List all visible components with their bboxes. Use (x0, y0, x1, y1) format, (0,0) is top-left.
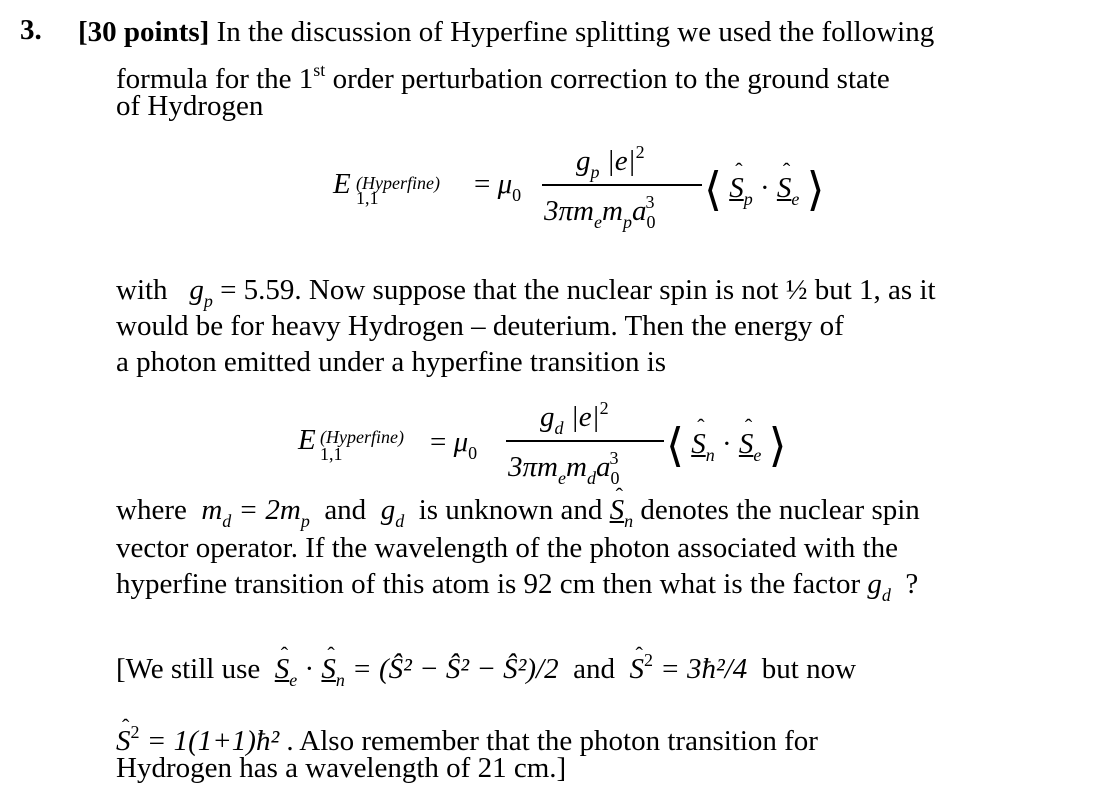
eq1-e-abs: |e| (606, 145, 636, 177)
eq1-dot: · (759, 172, 770, 204)
identity-expr: = (Ŝ² − Ŝ² − Ŝ²)/2 (352, 653, 559, 685)
q-g-sub: d (881, 585, 891, 605)
eq2-bracket-close: ⟩ (768, 418, 787, 472)
eq1-den-a-sub: 0 (646, 212, 656, 232)
ordinal-sup: st (313, 60, 326, 80)
id-S-n: ˆ S (321, 651, 336, 687)
eq2-sub: 1,1 (320, 444, 343, 464)
but-now-text: but now (761, 653, 857, 685)
sn2-expr: = 1(1+1)ħ² (146, 725, 280, 757)
eq1-e-sup: 2 (635, 142, 645, 162)
eq1-denominator (544, 192, 654, 233)
eq1-mu-sub: 0 (512, 185, 522, 205)
last-line: Hydrogen has a wavelength of 21 cm.] (116, 752, 567, 784)
eq1-equals (474, 168, 521, 206)
eq1-lhs (333, 168, 351, 201)
intro-text-2b: order perturbation correction to the ground state (332, 63, 890, 95)
sn2-S: ˆ S (116, 723, 131, 759)
Sn-symbol: ˆ S (610, 492, 625, 528)
denotes-text: denotes the nuclear spin (640, 494, 920, 526)
eq1-sup-text: (Hyperfine) (356, 173, 440, 193)
eq2-sup-text: (Hyperfine) (320, 427, 404, 447)
eq1-eq-sign: = (474, 168, 491, 200)
eq2-equals (430, 426, 477, 464)
eq2-mu: μ (453, 426, 469, 458)
eq1-den-e: e (593, 212, 602, 232)
eq2-den-3pim: 3πm (508, 451, 558, 483)
eq2-lhs (298, 424, 316, 457)
eq2-mu-sub: 0 (468, 443, 478, 463)
eq1-S-e: ˆ S (777, 172, 792, 205)
eq1-den-a: a (631, 195, 647, 227)
intro-line-3: of Hydrogen (116, 90, 264, 122)
and-word-2: and (573, 653, 615, 685)
intro-line-1 (78, 14, 934, 50)
problem-number: 3. (20, 14, 42, 46)
eq2-S-n: ˆ S (691, 428, 706, 461)
id-S-n-sub: n (335, 670, 345, 690)
eq2-g: g (540, 401, 555, 433)
and-word: and (324, 494, 367, 526)
eq1-den-m: m (601, 195, 623, 227)
eq2-den-m: m (565, 451, 587, 483)
eq1-numerator (576, 142, 645, 183)
still-use-text: [We still use (116, 653, 261, 685)
gp-sub: p (203, 291, 213, 311)
remember-text: . Also remember that the photon transition for (286, 725, 818, 757)
eq2-den-d: d (586, 468, 596, 488)
eq2-expectation (666, 418, 787, 472)
where-word: where (116, 494, 187, 526)
gp-value: = 5.59 (220, 274, 295, 306)
line-5: would be for heavy Hydrogen – deuterium. Then the energy of (116, 310, 844, 342)
line-9-text: hyperfine transition of this atom is 92 cm then what is the factor (116, 568, 861, 600)
eq1-den-p: p (622, 212, 632, 232)
eq1-S-e-sub: e (791, 189, 800, 209)
intro-text-2a: formula for the 1 (116, 63, 314, 95)
id-S-e-sub: e (289, 670, 298, 690)
Sn-sub: n (624, 511, 634, 531)
gd-text: is unknown and (418, 494, 603, 526)
md-eq-sub: p (300, 511, 310, 531)
gd-sub: d (395, 511, 405, 531)
eq2-E: E (298, 424, 316, 456)
still-use-line (116, 642, 856, 698)
sn2-sup: 2 (130, 722, 140, 742)
eq1-E: E (333, 168, 351, 200)
eq1-S-p-sub: p (743, 189, 753, 209)
eq2-numerator (540, 398, 609, 439)
eq2-den-a: a (595, 451, 611, 483)
md-sub: d (222, 511, 232, 531)
line-6: a photon emitted under a hyperfine transition is (116, 346, 667, 378)
eq2-S-e-sub: e (753, 445, 762, 465)
after-gp-text: . Now suppose that the nuclear spin is not ½ but 1, as it (294, 274, 936, 306)
intro-text-1: In the discussion of Hyperfine splitting we used the following (216, 16, 935, 48)
eq1-g-sub: p (590, 162, 600, 182)
eq1-den-3pim: 3πm (544, 195, 594, 227)
eq2-e-abs: |e| (570, 401, 600, 433)
se2-sup: 2 (643, 650, 653, 670)
eq2-denominator (508, 448, 618, 489)
id-dot: · (304, 653, 315, 685)
eq2-fraction-bar (506, 440, 664, 442)
eq1-sub: 1,1 (356, 188, 379, 208)
se2-expr: = 3ħ²/4 (660, 653, 748, 685)
eq2-S-e: ˆ S (739, 428, 754, 461)
md-m: m (201, 494, 223, 526)
eq2-eq-sign: = (430, 426, 447, 458)
question-mark: ? (905, 568, 919, 600)
eq1-bracket-close: ⟩ (806, 162, 825, 216)
eq2-den-a-sub: 0 (610, 468, 620, 488)
eq1-g: g (576, 145, 591, 177)
eq1-bracket-open: ⟨ (704, 162, 722, 216)
line-8: vector operator. If the wavelength of the photon associated with the (116, 532, 898, 564)
md-eq: = 2m (238, 494, 301, 526)
eq1-expectation (704, 162, 825, 216)
eq2-S-n-sub: n (705, 445, 715, 465)
eq2-g-sub: d (554, 418, 564, 438)
line-9 (116, 566, 918, 613)
eq1-den-a-sup: 3 (645, 192, 655, 212)
eq2-bracket-open: ⟨ (666, 418, 684, 472)
eq2-den-a-sup: 3 (609, 448, 619, 468)
q-g: g (867, 568, 882, 600)
eq1-fraction-bar (542, 184, 702, 186)
eq1-mu: μ (497, 168, 513, 200)
eq2-den-e: e (557, 468, 566, 488)
gd-g: g (380, 494, 396, 526)
eq2-e-sup: 2 (599, 398, 609, 418)
with-word: with (116, 274, 168, 306)
gp-g: g (189, 274, 204, 306)
eq2-dot: · (721, 428, 732, 460)
se2-S: ˆ S (629, 651, 644, 687)
points-label: [30 points] (78, 16, 210, 48)
id-S-e: ˆ S (275, 651, 290, 687)
eq1-S-p: ˆ S (729, 172, 744, 205)
